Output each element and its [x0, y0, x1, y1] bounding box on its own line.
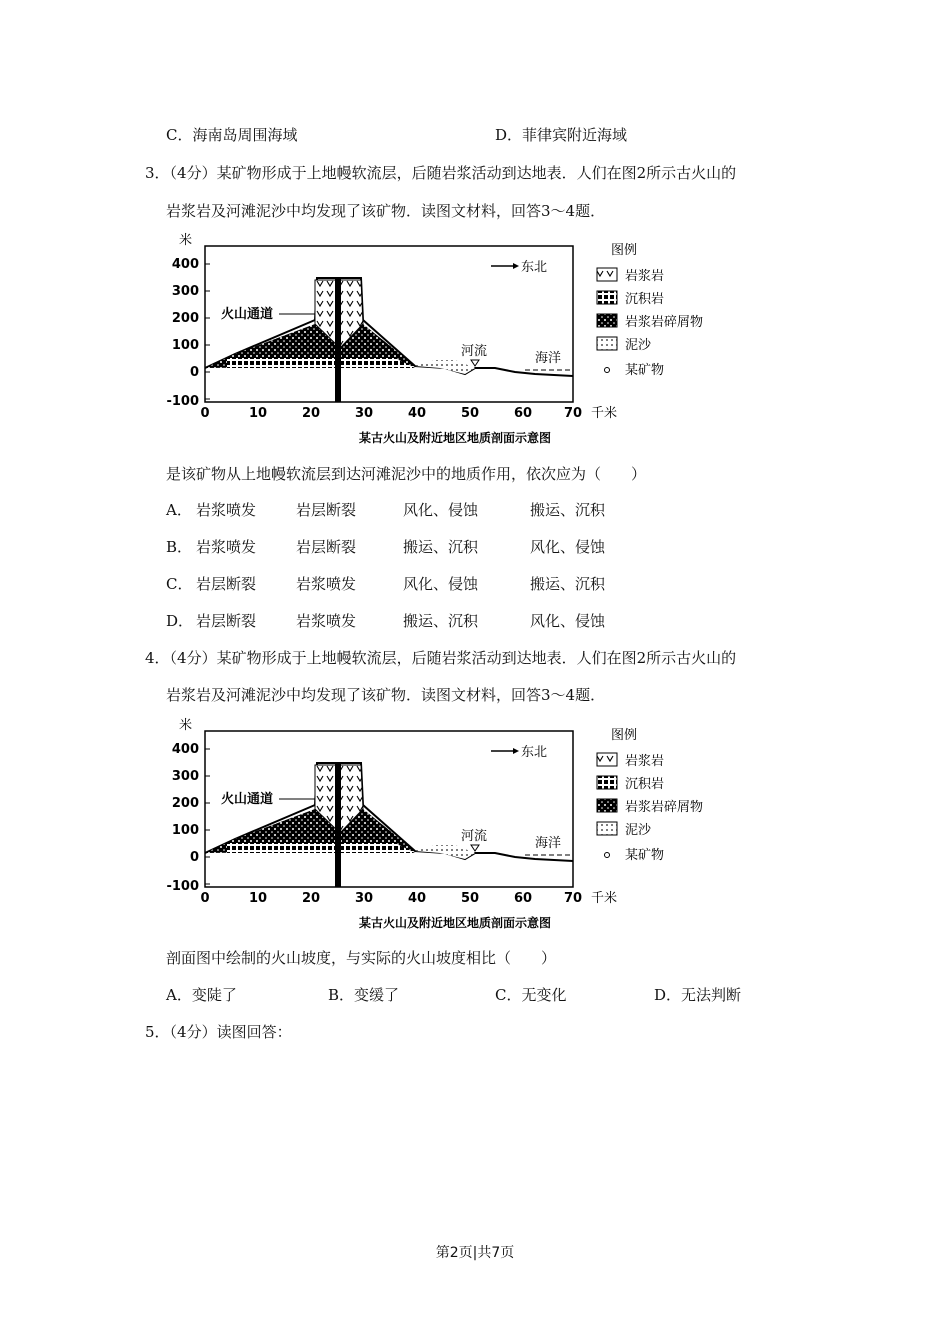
svg-text:岩浆岩碎屑物: 岩浆岩碎屑物 — [625, 315, 704, 330]
q4-question: 剖面图中绘制的火山坡度，与实际的火山坡度相比（ ） — [166, 949, 557, 967]
svg-text:10: 10 — [248, 406, 268, 421]
vent-label: 火山通道 — [221, 307, 274, 322]
svg-text:40: 40 — [407, 406, 427, 421]
svg-text:0: 0 — [189, 850, 199, 865]
svg-text:海洋: 海洋 — [535, 836, 562, 851]
svg-text:沉积岩: 沉积岩 — [625, 777, 665, 792]
q5-header: 5．（4分）读图回答： — [145, 1023, 292, 1041]
svg-text:30: 30 — [354, 406, 374, 421]
svg-text:60: 60 — [513, 406, 533, 421]
svg-text:图例: 图例 — [611, 728, 638, 743]
q3-question: 是该矿物从上地幔软流层到达河滩泥沙中的地质作用，依次应为（ ） — [166, 465, 647, 483]
ocean-label: 海洋 — [535, 351, 562, 366]
option-d-prev: D．菲律宾附近海域 — [495, 126, 628, 144]
q4-header: 4．（4分）某矿物形成于上地幔软流层，后随岩浆活动到达地表．人们在图2所示古火山的 — [145, 649, 737, 667]
river-label: 河流 — [461, 344, 488, 359]
page-footer: 第2页|共7页 — [435, 1245, 515, 1261]
svg-text:岩浆岩碎屑物: 岩浆岩碎屑物 — [625, 800, 704, 815]
svg-text:200: 200 — [171, 796, 199, 811]
svg-text:60: 60 — [513, 891, 533, 906]
y-tick-400: 400 — [171, 257, 199, 272]
svg-text:某古火山及附近地区地质剖面示意图: 某古火山及附近地区地质剖面示意图 — [358, 916, 552, 930]
figure-caption: 某古火山及附近地区地质剖面示意图 — [358, 431, 552, 445]
q4-header-2: 岩浆岩及河滩泥沙中均发现了该矿物．读图文材料，回答3～4题． — [166, 686, 606, 704]
svg-text:70: 70 — [563, 891, 583, 906]
svg-text:千米: 千米 — [591, 891, 618, 906]
svg-text:沉积岩: 沉积岩 — [625, 292, 665, 307]
svg-text:千米: 千米 — [591, 406, 618, 421]
svg-text:50: 50 — [460, 406, 480, 421]
svg-text:100: 100 — [171, 823, 199, 838]
svg-text:20: 20 — [301, 891, 321, 906]
q4-option-a[interactable]: A．变陡了 — [166, 986, 237, 1004]
svg-text:某矿物: 某矿物 — [625, 848, 665, 863]
option-c-prev: C．海南岛周围海域 — [166, 126, 298, 144]
svg-text:300: 300 — [171, 769, 199, 784]
svg-text:火山通道: 火山通道 — [221, 792, 274, 807]
y-tick-300: 300 — [171, 284, 199, 299]
svg-text:泥沙: 泥沙 — [625, 823, 652, 838]
q4-option-c[interactable]: C．无变化 — [495, 986, 567, 1004]
svg-text:东北: 东北 — [521, 745, 548, 760]
svg-text:岩浆岩: 岩浆岩 — [625, 754, 665, 769]
svg-text:50: 50 — [460, 891, 480, 906]
svg-text:图例: 图例 — [611, 243, 638, 258]
direction-label: 东北 — [521, 260, 548, 275]
svg-text:米: 米 — [179, 718, 193, 733]
svg-text:400: 400 — [171, 742, 199, 757]
y-tick-neg100: -100 — [166, 394, 199, 409]
svg-text:30: 30 — [354, 891, 374, 906]
q4-figure — [165, 713, 745, 933]
y-tick-200: 200 — [171, 311, 199, 326]
svg-text:0: 0 — [200, 406, 210, 421]
q3-figure — [165, 228, 745, 448]
q4-option-d[interactable]: D．无法判断 — [654, 986, 742, 1004]
q3-header-2: 岩浆岩及河滩泥沙中均发现了该矿物．读图文材料，回答3～4题． — [166, 202, 606, 220]
y-tick-0: 0 — [189, 365, 199, 380]
svg-text:0: 0 — [200, 891, 210, 906]
y-unit: 米 — [179, 233, 193, 248]
svg-text:70: 70 — [563, 406, 583, 421]
svg-text:40: 40 — [407, 891, 427, 906]
svg-text:河流: 河流 — [461, 829, 488, 844]
q3-header: 3．（4分）某矿物形成于上地幔软流层，后随岩浆活动到达地表．人们在图2所示古火山的 — [145, 164, 737, 182]
q4-option-b[interactable]: B．变缓了 — [328, 986, 400, 1004]
svg-text:10: 10 — [248, 891, 268, 906]
svg-text:20: 20 — [301, 406, 321, 421]
svg-text:某矿物: 某矿物 — [625, 363, 665, 378]
y-tick-100: 100 — [171, 338, 199, 353]
svg-text:泥沙: 泥沙 — [625, 338, 652, 353]
svg-text:岩浆岩: 岩浆岩 — [625, 269, 665, 284]
svg-text:-100: -100 — [166, 879, 199, 894]
